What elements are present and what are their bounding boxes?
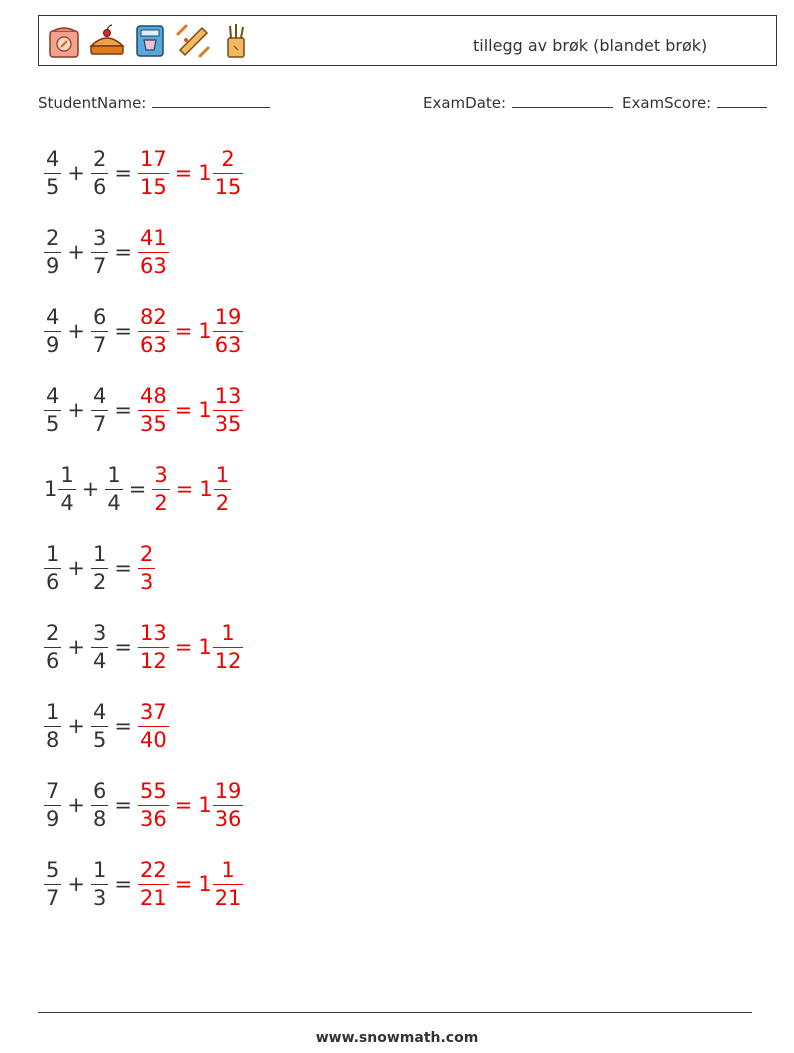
answer-improper-fraction-denominator: 35 [139,411,167,436]
second-term-fraction-denominator: 7 [92,253,107,278]
plus-sign: + [67,635,85,659]
answer-mixed-fraction-numerator: 1 [215,462,230,487]
answer-improper-fraction-numerator: 2 [139,541,154,566]
rolling-pin-icon [174,22,212,60]
first-term-fraction-denominator: 9 [46,253,60,278]
answer-mixed-whole: 1 [198,161,212,185]
equals-sign-answer: = [174,872,193,896]
second-term-fraction-numerator: 1 [107,462,121,487]
answer-mixed-fraction-numerator: 2 [221,146,235,171]
second-term-fraction [91,857,108,910]
student-name-field[interactable] [38,93,270,112]
answer-improper-fraction-denominator: 12 [139,648,167,673]
answer-mixed-mixed-number [199,462,231,515]
second-term-fraction [91,541,108,594]
student-name-label: StudentName: [38,94,147,112]
first-term-fraction [58,462,75,515]
second-term-fraction [91,699,108,752]
exam-score-field[interactable] [622,93,767,112]
first-term-fraction-denominator: 4 [60,490,74,515]
answer-mixed-fraction-numerator: 1 [221,857,235,882]
answer-improper-fraction-denominator: 15 [139,174,167,199]
first-term-fraction-denominator: 9 [46,332,60,357]
equals-sign: = [114,714,132,738]
answer-mixed-mixed-number [198,778,243,831]
answer-mixed-fraction-denominator: 36 [214,806,242,831]
second-term-fraction [91,146,108,199]
first-term-fraction-numerator: 1 [46,699,60,724]
answer-improper-fraction-numerator: 37 [139,699,167,724]
answer-improper-fraction-denominator: 63 [139,332,167,357]
second-term-fraction-numerator: 1 [92,541,107,566]
first-term-fraction-numerator: 2 [46,225,60,250]
answer-improper-fraction-denominator: 40 [139,727,167,752]
plus-sign: + [67,714,85,738]
utensil-jar-icon [217,22,255,60]
answer-improper-fraction [138,225,169,278]
equals-sign: = [114,872,132,896]
first-term-fraction [44,225,61,278]
answer-improper-fraction-denominator: 2 [154,490,168,515]
problem-row [44,377,243,443]
first-term-fraction-denominator: 5 [46,174,60,199]
problem-row [44,851,243,917]
footer-website: www.snowmath.com [315,1030,479,1046]
first-term-fraction-numerator: 4 [46,146,60,171]
answer-mixed-fraction-denominator: 21 [214,885,242,910]
answer-mixed-fraction-denominator: 35 [214,411,242,436]
answer-mixed-whole: 1 [198,635,212,659]
equals-sign-answer: = [174,319,193,343]
answer-mixed-mixed-number [198,146,243,199]
plus-sign: + [67,319,85,343]
answer-mixed-fraction-denominator: 15 [214,174,242,199]
worksheet-title: tillegg av brøk (blandet brøk) [473,36,708,55]
answer-improper-fraction-numerator: 82 [139,304,167,329]
equals-sign: = [114,161,132,185]
equals-sign-answer: = [174,635,193,659]
header-icons [45,22,255,60]
second-term-fraction-numerator: 6 [92,304,107,329]
first-term-fraction-numerator: 4 [46,383,60,408]
answer-mixed-fraction-numerator: 13 [214,383,242,408]
answer-mixed-mixed-number [198,857,243,910]
answer-improper-fraction-numerator: 55 [139,778,167,803]
equals-sign: = [114,793,132,817]
answer-improper-fraction [138,304,169,357]
answer-improper-fraction [152,462,169,515]
answer-improper-fraction-denominator: 21 [139,885,167,910]
first-term-fraction [44,778,61,831]
answer-improper-fraction [138,857,169,910]
first-term-whole: 1 [44,477,58,501]
answer-improper-fraction [138,383,169,436]
second-term-fraction-numerator: 2 [92,146,107,171]
first-term-fraction [44,699,61,752]
equals-sign-answer: = [174,161,193,185]
second-term-fraction [105,462,122,515]
second-term-fraction-denominator: 4 [92,648,107,673]
first-term-fraction-numerator: 7 [46,778,60,803]
second-term-fraction [91,304,108,357]
first-term-fraction-denominator: 8 [46,727,60,752]
exam-date-label: ExamDate: [423,94,507,112]
first-term-fraction [44,857,61,910]
answer-improper-fraction-denominator: 3 [139,569,154,594]
second-term-fraction-numerator: 4 [92,383,107,408]
answer-mixed-whole: 1 [199,477,213,501]
first-term-fraction [44,541,61,594]
answer-mixed-mixed-number [198,620,243,673]
exam-score-label: ExamScore: [622,94,712,112]
answer-mixed-fraction-denominator: 63 [214,332,242,357]
plus-sign: + [67,872,85,896]
header-box [38,15,777,66]
answer-mixed-fraction-numerator: 1 [221,620,235,645]
problem-row [44,219,169,285]
second-term-fraction [91,778,108,831]
answer-improper-fraction [138,146,169,199]
answer-improper-fraction-denominator: 63 [139,253,167,278]
answer-mixed-fraction [213,383,244,436]
answer-mixed-mixed-number [198,304,243,357]
first-term-fraction-numerator: 1 [60,462,74,487]
problem-row [44,693,169,759]
answer-improper-fraction-numerator: 17 [139,146,167,171]
plus-sign: + [67,556,85,580]
second-term-fraction-denominator: 6 [92,174,107,199]
first-term-fraction-numerator: 5 [46,857,60,882]
equals-sign: = [114,635,132,659]
equals-sign-answer: = [174,398,193,422]
equals-sign: = [128,477,147,501]
answer-mixed-whole: 1 [198,319,212,343]
equals-sign-answer: = [175,477,194,501]
first-term-fraction-denominator: 5 [46,411,60,436]
problem-row [44,140,243,206]
problem-row [44,535,155,601]
answer-mixed-fraction [213,304,244,357]
answer-improper-fraction [138,699,169,752]
problem-row [44,614,243,680]
answer-mixed-whole: 1 [198,793,212,817]
second-term-fraction-numerator: 1 [92,857,107,882]
exam-date-field[interactable] [423,93,613,112]
first-term-fraction-denominator: 6 [46,648,60,673]
plus-sign: + [67,793,85,817]
second-term-fraction-numerator: 4 [92,699,107,724]
answer-improper-fraction [138,541,155,594]
second-term-fraction-denominator: 4 [107,490,121,515]
answer-mixed-fraction [213,778,244,831]
second-term-fraction [91,620,108,673]
answer-mixed-whole: 1 [198,872,212,896]
problem-row [44,772,243,838]
answer-improper-fraction-numerator: 41 [139,225,167,250]
equals-sign-answer: = [174,793,193,817]
plus-sign: + [81,477,100,501]
answer-mixed-fraction-numerator: 19 [214,778,242,803]
first-term-fraction [44,620,61,673]
cherry-pie-icon [88,22,126,60]
answer-mixed-fraction [213,857,244,910]
equals-sign: = [114,556,132,580]
answer-improper-fraction-numerator: 13 [139,620,167,645]
plus-sign: + [67,240,85,264]
first-term-fraction-numerator: 2 [46,620,60,645]
second-term-fraction [91,225,108,278]
first-term-fraction [44,304,61,357]
second-term-fraction-denominator: 2 [92,569,107,594]
answer-improper-fraction-denominator: 36 [139,806,167,831]
answer-mixed-whole: 1 [198,398,212,422]
equals-sign: = [114,319,132,343]
answer-mixed-fraction [214,462,231,515]
second-term-fraction-denominator: 8 [92,806,107,831]
first-term-fraction-numerator: 1 [46,541,60,566]
answer-mixed-fraction-numerator: 19 [214,304,242,329]
exam-date-blank[interactable] [512,93,613,108]
second-term-fraction-denominator: 3 [92,885,107,910]
second-term-fraction-numerator: 3 [92,620,107,645]
first-term-fraction [44,146,61,199]
flour-bag-icon [45,22,83,60]
student-name-blank[interactable] [152,93,270,108]
first-term-fraction-denominator: 7 [46,885,60,910]
first-term-fraction [44,383,61,436]
equals-sign: = [114,398,132,422]
second-term-fraction-numerator: 3 [92,225,107,250]
footer-divider [38,1012,752,1013]
second-term-fraction-denominator: 7 [92,332,107,357]
second-term-fraction-denominator: 7 [92,411,107,436]
first-term-fraction-numerator: 4 [46,304,60,329]
second-term-fraction-numerator: 6 [92,778,107,803]
answer-improper-fraction-numerator: 3 [154,462,168,487]
first-term-fraction-denominator: 6 [46,569,60,594]
equals-sign: = [114,240,132,264]
answer-improper-fraction [138,620,169,673]
answer-mixed-fraction-denominator: 12 [214,648,242,673]
problem-row [44,456,231,522]
answer-mixed-mixed-number [198,383,243,436]
plus-sign: + [67,161,85,185]
answer-mixed-fraction [213,146,244,199]
answer-mixed-fraction-denominator: 2 [215,490,230,515]
stand-mixer-icon [131,22,169,60]
problem-row [44,298,243,364]
first-term-mixed-number [44,462,76,515]
answer-improper-fraction-numerator: 22 [139,857,167,882]
first-term-fraction-denominator: 9 [46,806,60,831]
answer-mixed-fraction [213,620,244,673]
plus-sign: + [67,398,85,422]
second-term-fraction [91,383,108,436]
second-term-fraction-denominator: 5 [92,727,107,752]
exam-score-blank[interactable] [717,93,767,108]
answer-improper-fraction [138,778,169,831]
answer-improper-fraction-numerator: 48 [139,383,167,408]
